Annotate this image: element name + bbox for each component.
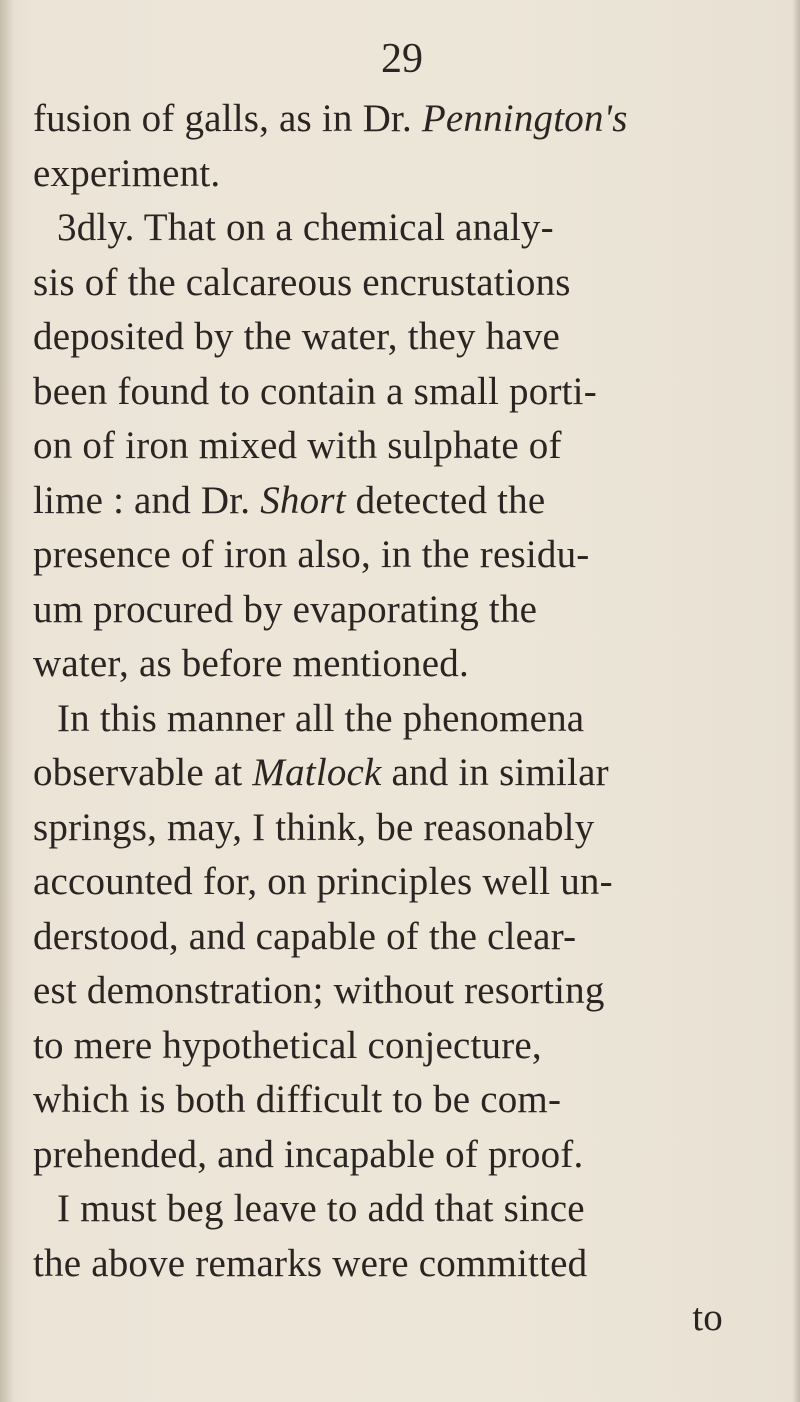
text-line: accounted for, on principles well un- bbox=[33, 860, 613, 903]
page-gutter-shadow bbox=[0, 0, 14, 1402]
text-line: which is both difficult to be com- bbox=[33, 1078, 562, 1121]
body-text bbox=[33, 92, 773, 1346]
page-number: 29 bbox=[381, 36, 423, 82]
text-line: on of iron mixed with sulphate of bbox=[33, 424, 562, 467]
text-line: fusion of galls, as in Dr. Pennington's bbox=[33, 97, 628, 140]
text-line: springs, may, I think, be reasonably bbox=[33, 805, 595, 849]
text-line: presence of iron also, in the residu- bbox=[33, 533, 590, 576]
text-line: observable at Matlock and in similar bbox=[33, 751, 609, 794]
text-line: 3dly. That on a chemical analy- bbox=[57, 206, 554, 249]
text-line: the above remarks were committed bbox=[33, 1241, 588, 1285]
catchword: to bbox=[692, 1296, 723, 1339]
text-line: water, as before mentioned. bbox=[33, 642, 469, 685]
text-line: lime : and Dr. Short detected the bbox=[33, 478, 546, 522]
text-line: experiment. bbox=[33, 151, 221, 195]
text-line: est demonstration; without resorting bbox=[33, 969, 605, 1012]
page-edge-shadow bbox=[792, 0, 800, 1402]
text-line: prehended, and incapable of proof. bbox=[33, 1132, 584, 1176]
text-line: In this manner all the phenomena bbox=[57, 696, 585, 740]
text-line: sis of the calcareous encrustations bbox=[33, 260, 571, 304]
text-line: derstood, and capable of the clear- bbox=[33, 914, 577, 958]
text-line: um procured by evaporating the bbox=[33, 587, 538, 631]
text-line: deposited by the water, they have bbox=[33, 315, 561, 358]
text-line: to mere hypothetical conjecture, bbox=[33, 1023, 542, 1067]
text-line: been found to contain a small porti- bbox=[33, 369, 597, 413]
italic-name: Pennington's bbox=[421, 97, 628, 140]
text-line: I must beg leave to add that since bbox=[57, 1187, 585, 1230]
italic-place: Matlock bbox=[252, 751, 382, 794]
italic-name: Short bbox=[260, 478, 346, 522]
